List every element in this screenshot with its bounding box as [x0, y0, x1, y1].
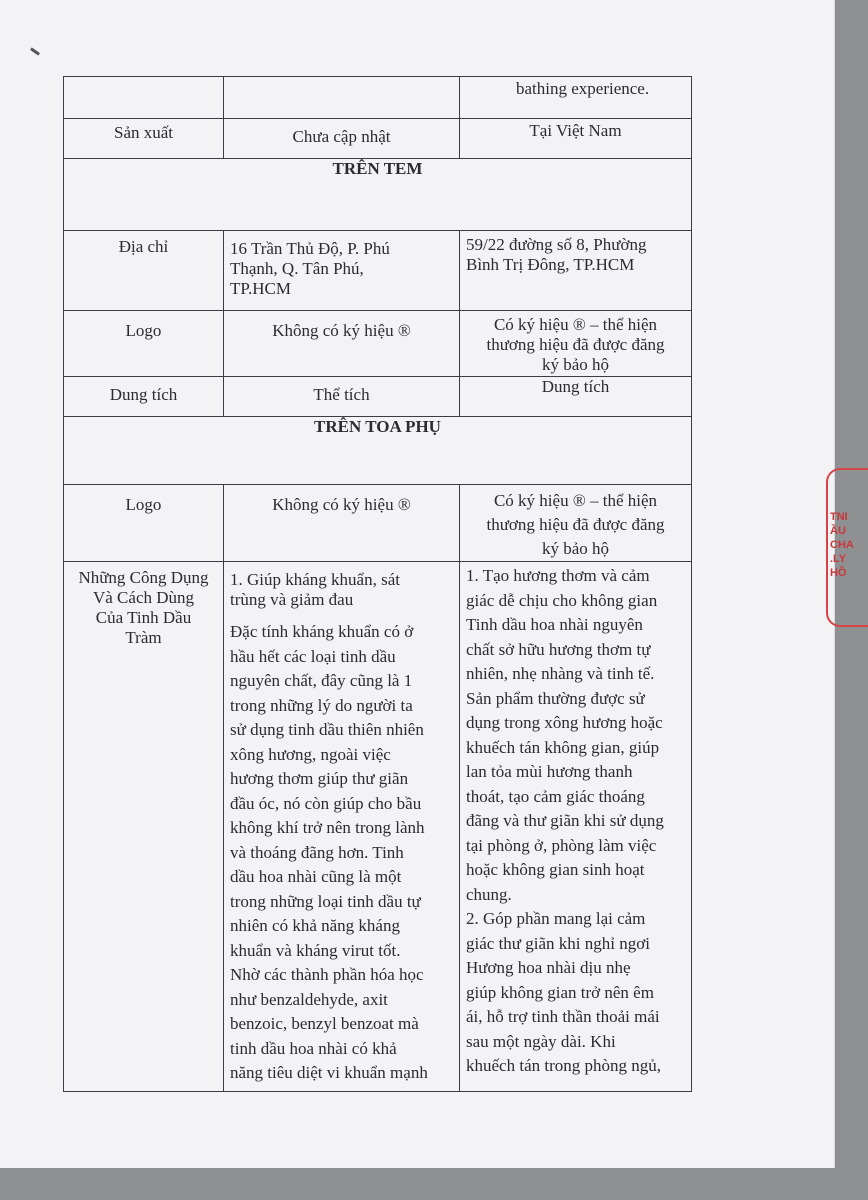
uses-col3-body: 1. Tạo hương thơm và cảm giác dễ chịu cho không gian Tinh dầu hoa nhài nguyên chất sở hữu hương thơm tự nhiên, nhẹ nhàng và tinh tế. Sản phẩm thường được sử dụng trong xông hương hoặc khuếch tán không gian, giúp lan tỏa mùi hương thanh thoát, tạo cảm giác thoáng đãng và thư giãn khi sử dụng tại phòng ở, phòng làm việc hoặc không gian sinh hoạt chung. 2. Góp phần mang lại cảm giác thư giãn khi nghỉ ngơi Hương hoa nhài dịu nhẹ giúp không gian trở nên êm ái, hỗ trợ tinh thần thoải mái sau một ngày dài. Khi khuếch tán trong phòng ngủ,	[466, 566, 664, 1075]
section-header-row	[64, 417, 692, 485]
cell-label: Logo	[64, 311, 224, 377]
cell-col3: Tại Việt Nam	[460, 119, 692, 159]
cell-label: Dung tích	[64, 377, 224, 417]
uses-col2-heading: 1. Giúp kháng khuẩn, sát trùng và giảm đau	[230, 570, 400, 609]
red-stamp	[818, 468, 854, 628]
cell-col2: Chưa cập nhật	[224, 119, 460, 159]
table-row	[64, 119, 692, 159]
section-title-tem: TRÊN TEM	[64, 159, 692, 231]
table-row	[64, 231, 692, 311]
cell-label: Sản xuất	[64, 119, 224, 159]
cell-col2: 16 Trần Thủ Độ, P. Phú Thạnh, Q. Tân Phú, TP.HCM	[224, 231, 460, 311]
section-title-toa-phu: TRÊN TOA PHỤ	[64, 417, 692, 485]
cell-col2: Không có ký hiệu ®	[224, 311, 460, 377]
cell-uses-label: Những Công Dụng Và Cách Dùng Của Tinh Dầu Tràm	[64, 562, 224, 1092]
uses-col2-body: Đặc tính kháng khuẩn có ở hầu hết các loại tinh dầu nguyên chất, đây cũng là 1 trong những lý do người ta sử dụng tinh dầu thiên nhiên xông hương, ngoài việc hương thơm giúp thư giãn đầu óc, nó còn giúp cho bầu không khí trở nên trong lành và thoáng đãng hơn. Tinh dầu hoa nhài cũng là một trong những loại tinh dầu tự nhiên có khả năng kháng khuẩn và kháng virut tốt. Nhờ các thành phần hóa học như benzaldehyde, axit benzoic, benzyl benzoat mà tinh dầu hoa nhài có khả năng tiêu diệt vi khuẩn mạnh	[230, 622, 428, 1082]
cell-uses-col3	[460, 562, 692, 1092]
table-row	[64, 377, 692, 417]
comparison-table	[63, 76, 692, 1092]
cell-col2: Không có ký hiệu ®	[224, 485, 460, 562]
cell-uses-col2	[224, 562, 460, 1092]
pen-mark	[30, 47, 40, 55]
table-row-uses	[64, 562, 692, 1092]
cell-label: Logo	[64, 485, 224, 562]
cell-label: Địa chỉ	[64, 231, 224, 311]
cell-col3: Dung tích	[460, 377, 692, 417]
table-row	[64, 485, 692, 562]
stamp-text: TNI ẦU CHA .LY HỒ	[830, 511, 854, 579]
cell-label	[64, 77, 224, 119]
table-row	[64, 77, 692, 119]
cell-col2: Thể tích	[224, 377, 460, 417]
cell-col3: bathing experience.	[460, 77, 692, 119]
cell-col2	[224, 77, 460, 119]
table-row	[64, 311, 692, 377]
cell-col3: Có ký hiệu ® – thể hiện thương hiệu đã được đăng ký bảo hộ	[460, 485, 692, 562]
cell-col3: 59/22 đường số 8, Phường Bình Trị Đông, TP.HCM	[460, 231, 692, 311]
section-header-row	[64, 159, 692, 231]
cell-col3: Có ký hiệu ® – thể hiện thương hiệu đã được đăng ký bảo hộ	[460, 311, 692, 377]
